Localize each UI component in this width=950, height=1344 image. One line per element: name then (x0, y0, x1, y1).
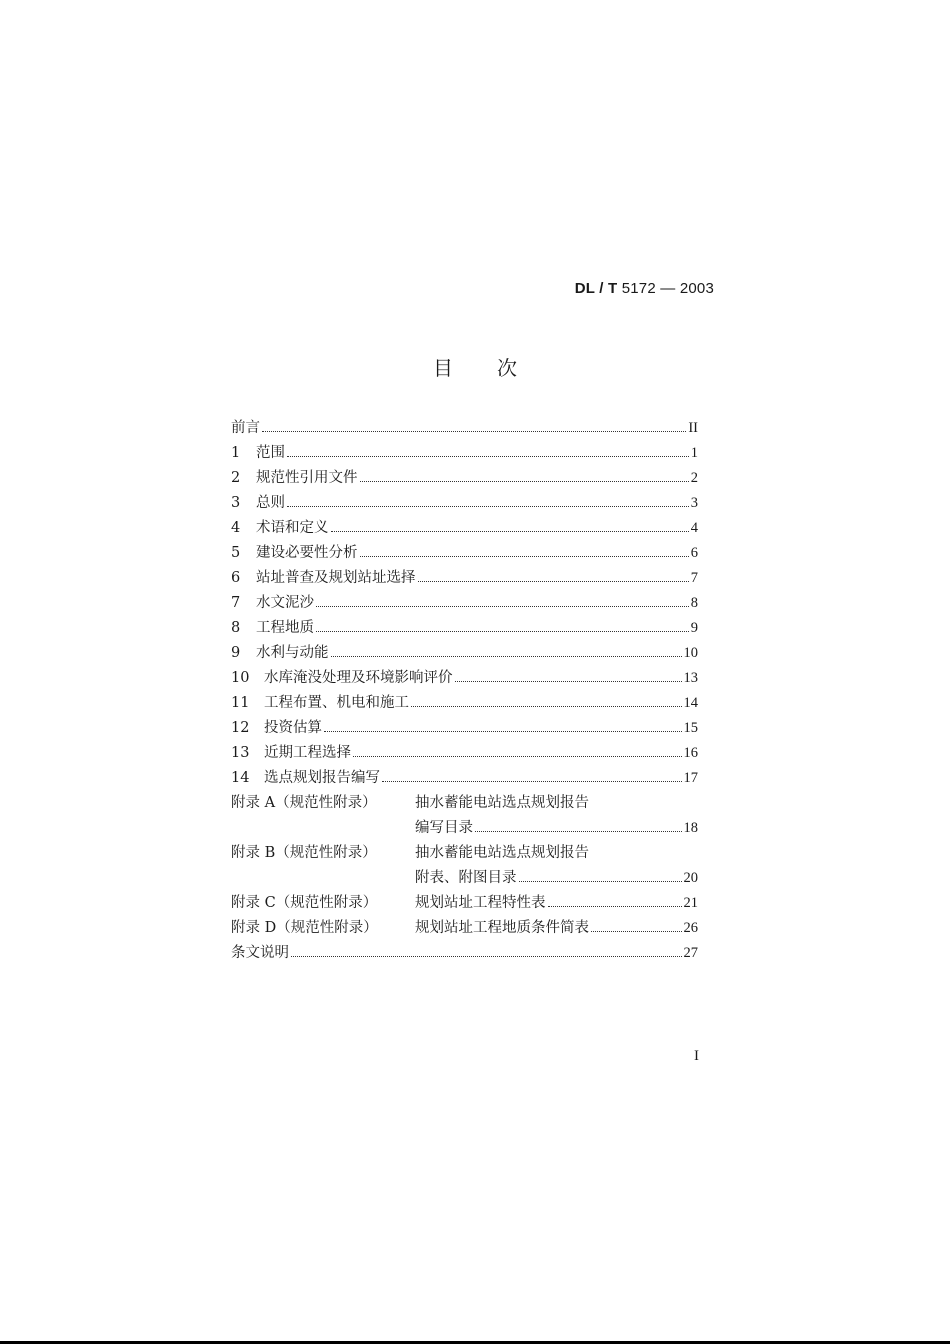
toc-label: 工程布置、机电和施工 (264, 695, 409, 711)
leader-dots (382, 781, 682, 782)
standard-year: 5172 — 2003 (621, 280, 714, 297)
toc-page: 1 (690, 445, 698, 461)
toc-label: 近期工程选择 (264, 745, 351, 761)
leader-dots (316, 631, 689, 632)
leader-dots (331, 656, 682, 657)
toc-label: 规范性引用文件 (256, 470, 358, 486)
toc-entry-2[interactable] (231, 466, 698, 491)
leader-dots (519, 881, 682, 882)
toc-num: 14 (231, 770, 250, 786)
toc-page: 27 (683, 945, 698, 961)
toc-entry-13[interactable] (231, 741, 698, 766)
toc-label: 前言 (231, 420, 260, 436)
toc-appendix-a-cont[interactable] (231, 816, 698, 841)
toc-page: 13 (683, 670, 698, 686)
toc-entry-explanation[interactable] (231, 941, 698, 966)
leader-dots (324, 731, 682, 732)
leader-dots (331, 531, 689, 532)
appendix-title-line1: 规划站址工程地质条件简表 (415, 920, 589, 936)
toc-entry-14[interactable] (231, 766, 698, 791)
standard-prefix: DL / T (574, 280, 618, 297)
toc-entry-11[interactable] (231, 691, 698, 716)
page-title: 目次 (433, 356, 561, 380)
toc-label: 水利与动能 (256, 645, 329, 661)
toc-page: 8 (690, 595, 698, 611)
appendix-title-line1: 规划站址工程特性表 (415, 895, 546, 911)
toc-label: 工程地质 (256, 620, 314, 636)
standard-number (575, 280, 714, 297)
toc-page: 21 (683, 895, 698, 911)
leader-dots (548, 906, 682, 907)
leader-dots (262, 431, 686, 432)
toc-page: 9 (690, 620, 698, 636)
leader-dots (455, 681, 682, 682)
toc-page: 2 (690, 470, 698, 486)
appendix-title-line1: 抽水蓄能电站选点规划报告 (415, 795, 589, 811)
appendix-prefix: 附录 A（规范性附录） (231, 795, 377, 811)
toc-label: 投资估算 (264, 720, 322, 736)
toc-entry-4[interactable] (231, 516, 698, 541)
toc-label: 水库淹没处理及环境影响评价 (264, 670, 453, 686)
appendix-prefix: 附录 B（规范性附录） (231, 845, 377, 861)
leader-dots (360, 481, 689, 482)
toc-page: 16 (683, 745, 698, 761)
toc-entry-10[interactable] (231, 666, 698, 691)
appendix-prefix: 附录 D（规范性附录） (231, 920, 378, 936)
leader-dots (418, 581, 689, 582)
toc-page: II (688, 420, 698, 436)
toc-page: 18 (683, 820, 698, 836)
toc-entry-8[interactable] (231, 616, 698, 641)
toc-page: 6 (690, 545, 698, 561)
toc-appendix-d[interactable] (231, 916, 698, 941)
toc-entry-preface[interactable] (231, 416, 698, 441)
toc-page: 17 (683, 770, 698, 786)
toc-num: 6 (231, 570, 241, 586)
toc-page: 3 (690, 495, 698, 511)
toc-num: 7 (231, 595, 241, 611)
toc-entry-9[interactable] (231, 641, 698, 666)
leader-dots (316, 606, 689, 607)
toc-page: 26 (683, 920, 698, 936)
toc-label: 术语和定义 (256, 520, 329, 536)
toc-num: 5 (231, 545, 241, 561)
toc-page: 7 (690, 570, 698, 586)
toc-entry-1[interactable] (231, 441, 698, 466)
toc-page: 20 (683, 870, 698, 886)
toc-num: 13 (231, 745, 250, 761)
toc-label: 水文泥沙 (256, 595, 314, 611)
toc-label: 建设必要性分析 (256, 545, 358, 561)
toc-num: 11 (231, 695, 250, 711)
leader-dots (591, 931, 682, 932)
leader-dots (360, 556, 689, 557)
toc-appendix-c[interactable] (231, 891, 698, 916)
appendix-title-line1: 抽水蓄能电站选点规划报告 (415, 845, 589, 861)
leader-dots (475, 831, 682, 832)
toc-entry-6[interactable] (231, 566, 698, 591)
appendix-prefix: 附录 C（规范性附录） (231, 895, 378, 911)
toc-label: 条文说明 (231, 945, 289, 961)
toc-label: 总则 (256, 495, 285, 511)
toc-entry-7[interactable] (231, 591, 698, 616)
toc-num: 2 (231, 470, 241, 486)
leader-dots (291, 956, 682, 957)
toc-page: 10 (683, 645, 698, 661)
toc-num: 4 (231, 520, 241, 536)
toc-page: 14 (683, 695, 698, 711)
leader-dots (411, 706, 682, 707)
toc-label: 范围 (256, 445, 285, 461)
table-of-contents (231, 416, 698, 966)
toc-num: 9 (231, 645, 241, 661)
toc-num: 1 (231, 445, 241, 461)
leader-dots (287, 456, 689, 457)
toc-page: 4 (690, 520, 698, 536)
toc-appendix-b[interactable] (231, 841, 698, 866)
toc-label: 站址普查及规划站址选择 (256, 570, 416, 586)
toc-appendix-a[interactable] (231, 791, 698, 816)
toc-num: 8 (231, 620, 241, 636)
toc-num: 12 (231, 720, 250, 736)
toc-page: 15 (683, 720, 698, 736)
leader-dots (353, 756, 682, 757)
toc-num: 10 (231, 670, 250, 686)
toc-label: 选点规划报告编写 (264, 770, 380, 786)
toc-appendix-b-cont[interactable] (231, 866, 698, 891)
leader-dots (287, 506, 689, 507)
toc-entry-5[interactable] (231, 541, 698, 566)
appendix-title-line2: 编写目录 (415, 820, 473, 836)
toc-entry-12[interactable] (231, 716, 698, 741)
toc-num: 3 (231, 495, 241, 511)
page-folio: I (694, 1048, 699, 1064)
toc-entry-3[interactable] (231, 491, 698, 516)
appendix-title-line2: 附表、附图目录 (415, 870, 517, 886)
